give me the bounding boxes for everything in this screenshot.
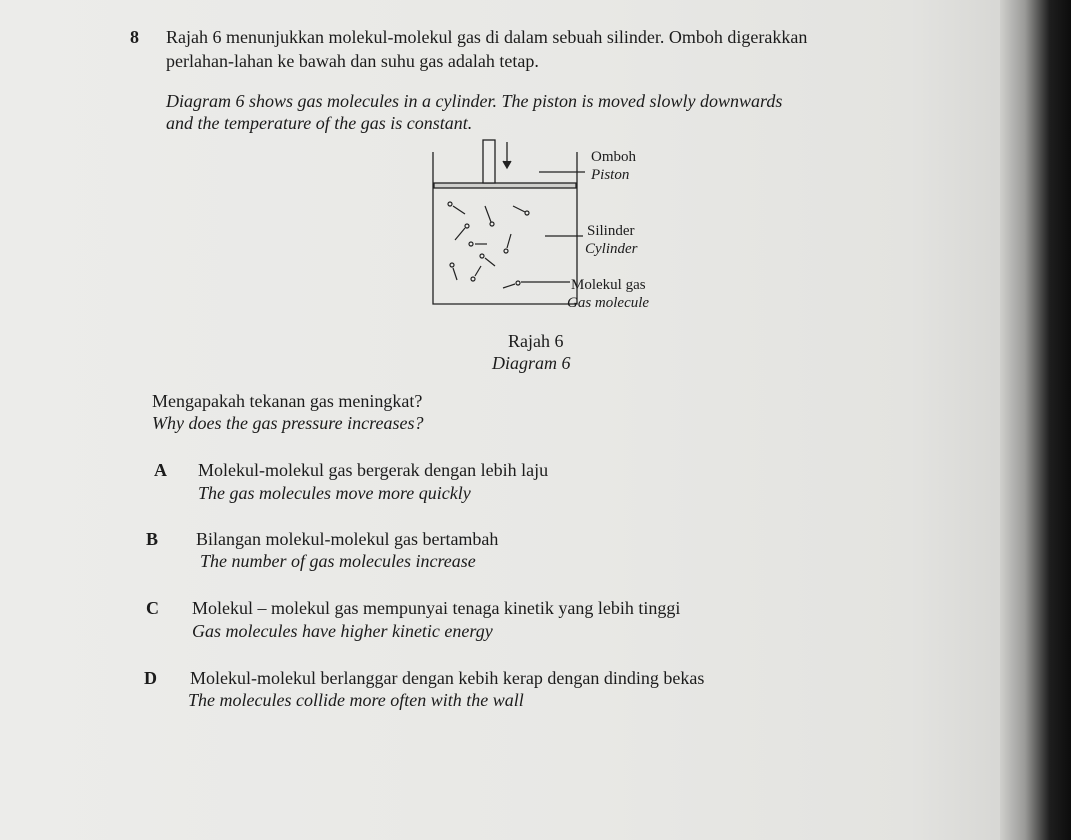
option-text-malay: Molekul-molekul berlanggar dengan kebih kerap dengan dinding bekas	[190, 668, 705, 688]
piston-rod	[483, 140, 495, 183]
gas-molecules	[448, 202, 529, 288]
option-letter: C	[146, 598, 159, 618]
diagram-caption-english: Diagram 6	[492, 353, 571, 373]
option-letter: B	[146, 529, 159, 549]
prompt-malay: Mengapakah tekanan gas meningkat?	[152, 391, 423, 411]
diagram-6	[425, 132, 685, 322]
question-text-malay-1: Rajah 6 menunjukkan molekul-molekul gas di dalam sebuah silinder. Omboh digerakkan	[166, 27, 808, 47]
option-text-english: The gas molecules move more quickly	[198, 483, 471, 503]
question-text-english-2: and the temperature of the gas is constant.	[166, 113, 473, 133]
label-piston-english: Piston	[591, 167, 630, 183]
question-text-malay-2: perlahan-lahan ke bawah dan suhu gas adalah tetap.	[166, 51, 539, 71]
diagram-caption-malay: Rajah 6	[508, 331, 564, 351]
page-edge-shadow	[1000, 0, 1071, 840]
option-letter: A	[154, 460, 167, 480]
question-number: 8	[130, 27, 139, 47]
option-text-english: The number of gas molecules increase	[200, 551, 476, 571]
option-text-malay: Molekul – molekul gas mempunyai tenaga kinetik yang lebih tinggi	[192, 598, 681, 618]
label-piston-malay: Omboh	[591, 149, 636, 165]
label-cylinder-english: Cylinder	[585, 241, 638, 257]
cylinder-walls	[433, 152, 577, 304]
label-molecule-malay: Molekul gas	[571, 277, 646, 293]
label-cylinder-malay: Silinder	[587, 223, 635, 239]
option-letter: D	[144, 668, 157, 688]
option-text-malay: Molekul-molekul gas bergerak dengan lebih laju	[198, 460, 549, 480]
option-text-malay: Bilangan molekul-molekul gas bertambah	[196, 529, 499, 549]
question-text-english-1: Diagram 6 shows gas molecules in a cylinder. The piston is moved slowly downwards	[166, 91, 783, 111]
piston-plate	[434, 183, 576, 188]
option-text-english: The molecules collide more often with the wall	[188, 690, 524, 710]
label-molecule-english: Gas molecule	[567, 295, 650, 311]
prompt-english: Why does the gas pressure increases?	[152, 413, 424, 433]
down-arrow-head	[503, 161, 511, 168]
option-text-english: Gas molecules have higher kinetic energy	[192, 621, 493, 641]
